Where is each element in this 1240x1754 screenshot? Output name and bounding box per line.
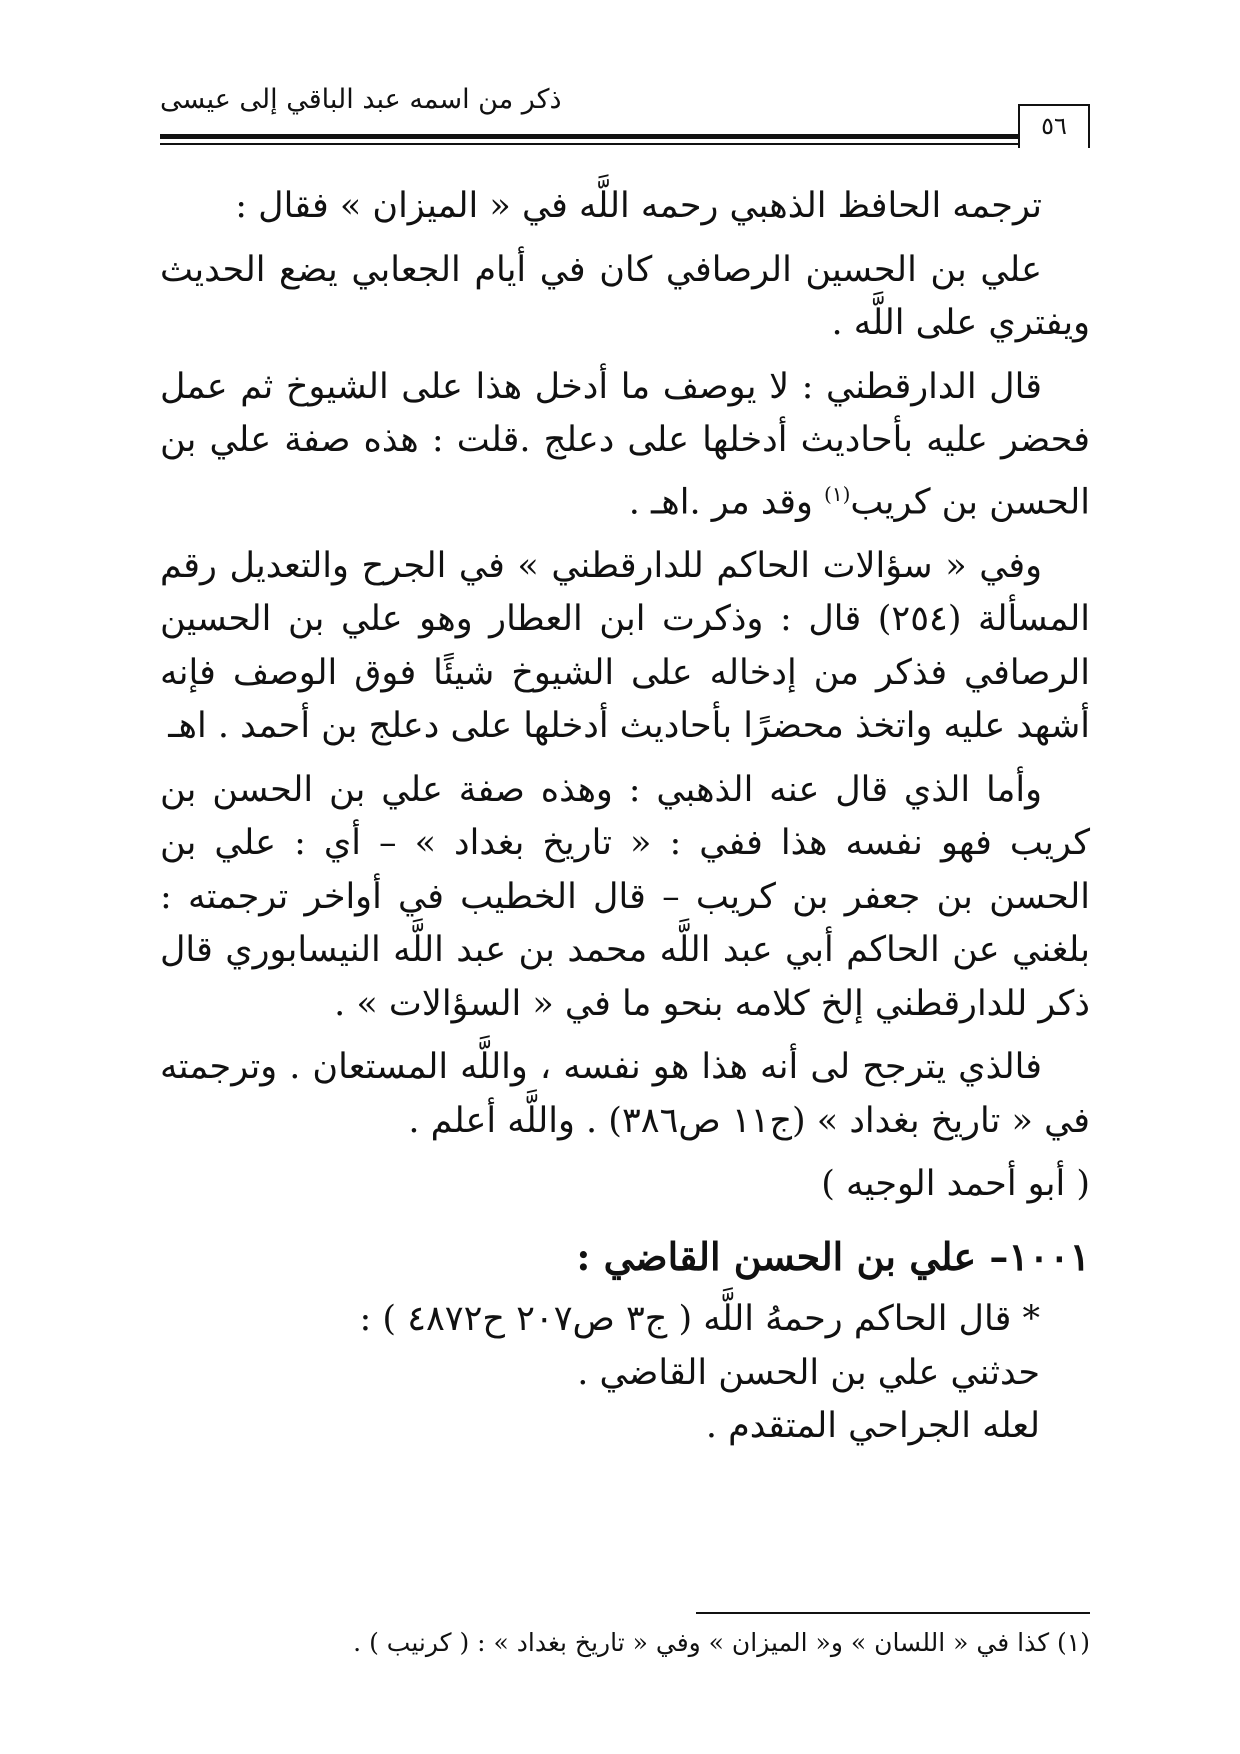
author-signature: ( أبو أحمد الوجيه ) <box>821 1164 1090 1205</box>
footnote-marker: (١) <box>824 481 851 506</box>
paragraph-mizan-quote: علي بن الحسين الرصافي كان في أيام الجعابي يضع الحديث ويفتري على اللَّه . <box>160 249 1090 343</box>
page-number: ٥٦ <box>1018 104 1090 148</box>
paragraph-dhahabi-intro: ترجمه الحافظ الذهبي رحمه اللَّه في « الميزان » فقال : <box>235 186 1042 226</box>
entry-hakim-citation: * قال الحاكم رحمهُ اللَّه ( ج٣ ص٢٠٧ ح٤٨٧٢ ) : <box>359 1299 1040 1340</box>
paragraph-tarikh-baghdad: وأما الذي قال عنه الذهبي : وهذه صفة علي بن الحسن بن كريب فهو نفسه هذا ففي : « تاريخ بغداد » – أي : علي بن الحسن بن جعفر بن كريب – قال الخطيب في أواخر ترجمته : بلغني عن الحاكم أبي عبد اللَّه محمد بن عبد اللَّه النيسابوري قال ذكر للدارقطني إلخ كلامه بنحو ما في « السؤالات » . <box>160 769 1090 1024</box>
entry-comment: لعله الجراحي المتقدم . <box>705 1406 1040 1447</box>
paragraph-suaalat: وفي « سؤالات الحاكم للدارقطني » في الجرح والتعديل رقم المسألة (٢٥٤) قال : وذكرت ابن العطار وهو علي بن الحسين الرصافي فذكر من إدخاله على الشيوخ شيئًا فوق الوصف فإنه أشهد عليه واتخذ محضرًا بأحاديث أدخلها على دعلج بن أحمد . اهـ <box>160 545 1090 747</box>
paragraph-conclusion: فالذي يترجح لى أنه هذا هو نفسه ، واللَّه المستعان . وترجمته في « تاريخ بغداد » (ج١١ ص٣٨٦) . واللَّه أعلم . <box>160 1047 1090 1141</box>
footnote-text: (١) كذا في « اللسان » و« الميزان » وفي « تاريخ بغداد » : ( كرنيب ) . <box>353 1628 1090 1657</box>
daraqutni-quote-end: وقد مر .اهـ . <box>628 482 825 523</box>
paragraph-daraqutni-quote <box>160 361 1090 530</box>
footnote-separator <box>696 1612 1090 1614</box>
header-rule-thick <box>160 134 1090 139</box>
running-header-title: ذكر من اسمه عبد الباقي إلى عيسى <box>160 84 562 115</box>
header-rule-thin <box>160 143 1090 145</box>
entry-narration: حدثني علي بن الحسن القاضي . <box>577 1352 1040 1393</box>
entry-heading: ١٠٠١– علي بن الحسن القاضي : <box>576 1233 1090 1279</box>
main-text <box>160 180 1090 1454</box>
daraqutni-quote-text: قال الدارقطني : لا يوصف ما أدخل هذا على الشيوخ ثم عمل فحضر عليه بأحاديث أدخلها على دعلج .قلت : هذه صفة علي بن الحسن بن كريب <box>160 366 1090 523</box>
